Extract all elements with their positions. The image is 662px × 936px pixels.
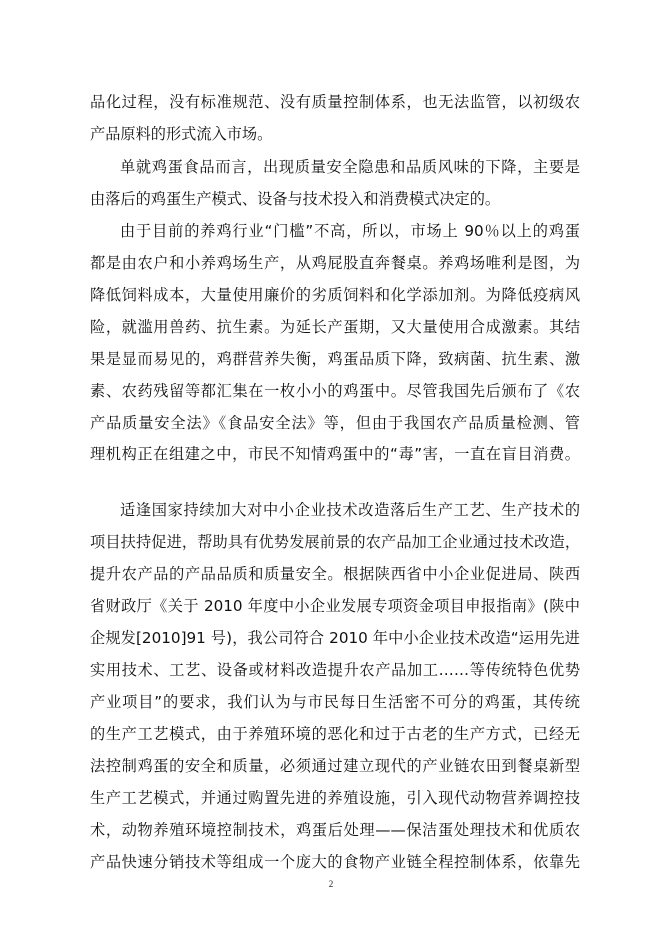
paragraph-line: 项目扶持促进，帮助具有优势发展前景的农产品加工企业通过技术改造， [90, 533, 580, 551]
paragraph-line: 企规发[2010]91 号)，我公司符合 2010 年中小企业技术改造“运用先进 [90, 629, 580, 647]
paragraph-line: 降低饲料成本，大量使用廉价的劣质饲料和化学添加剂。为降低疫病风 [90, 286, 580, 304]
paragraph-line: 法控制鸡蛋的安全和质量，必须通过建立现代的产业链农田到餐桌新型 [90, 757, 580, 775]
paragraph-line: 实用技术、工艺、设备或材料改造提升农产品加工……等传统特色优势 [90, 661, 580, 679]
paragraph-line: 的生产工艺模式，由于养殖环境的恶化和过于古老的生产方式，已经无 [90, 725, 580, 743]
paragraph-line: 果是显而易见的，鸡群营养失衡，鸡蛋品质下降，致病菌、抗生素、激 [90, 350, 580, 368]
paragraph-line: 提升农产品的产品品质和质量安全。根据陕西省中小企业促进局、陕西 [90, 565, 580, 583]
paragraph-line: 产品质量安全法》《食品安全法》等，但由于我国农产品质量检测、管 [90, 414, 580, 432]
paragraph-line: 产品快速分销技术等组成一个庞大的食物产业链全程控制体系，依靠先 [90, 853, 580, 871]
paragraph-line: 由于目前的养鸡行业“门槛”不高，所以，市场上 90％以上的鸡蛋 [120, 222, 580, 240]
page-number: 2 [328, 879, 334, 889]
paragraph-line: 产品原料的形式流入市场。 [90, 125, 273, 143]
paragraph-line: 险，就滥用兽药、抗生素。为延长产蛋期，又大量使用合成激素。其结 [90, 318, 580, 336]
paragraph-line: 理机构正在组建之中，市民不知情鸡蛋中的“毒”害，一直在盲目消费。 [90, 445, 580, 463]
paragraph-line: 省财政厅《关于 2010 年度中小企业发展专项资金项目申报指南》(陕中 [90, 597, 580, 615]
paragraph-line: 产业项目”的要求，我们认为与市民每日生活密不可分的鸡蛋，其传统 [90, 693, 580, 711]
paragraph-line: 品化过程，没有标准规范、没有质量控制体系，也无法监管，以初级农 [90, 93, 580, 111]
paragraph-line: 单就鸡蛋食品而言，出现质量安全隐患和品质风味的下降，主要是 [120, 158, 580, 176]
paragraph-line: 由落后的鸡蛋生产模式、设备与技术投入和消费模式决定的。 [90, 190, 501, 208]
paragraph-line: 素、农药残留等都汇集在一枚小小的鸡蛋中。尽管我国先后颁布了《农 [90, 382, 580, 400]
paragraph-line: 生产工艺模式，并通过购置先进的养殖设施，引入现代动物营养调控技 [90, 789, 580, 807]
paragraph-line: 都是由农户和小养鸡场生产，从鸡屁股直奔餐桌。养鸡场唯利是图，为 [90, 254, 580, 272]
paragraph-line: 适逢国家持续加大对中小企业技术改造落后生产工艺、生产技术的 [120, 501, 580, 519]
paragraph-line: 术，动物养殖环境控制技术，鸡蛋后处理——保洁蛋处理技术和优质农 [90, 821, 580, 839]
